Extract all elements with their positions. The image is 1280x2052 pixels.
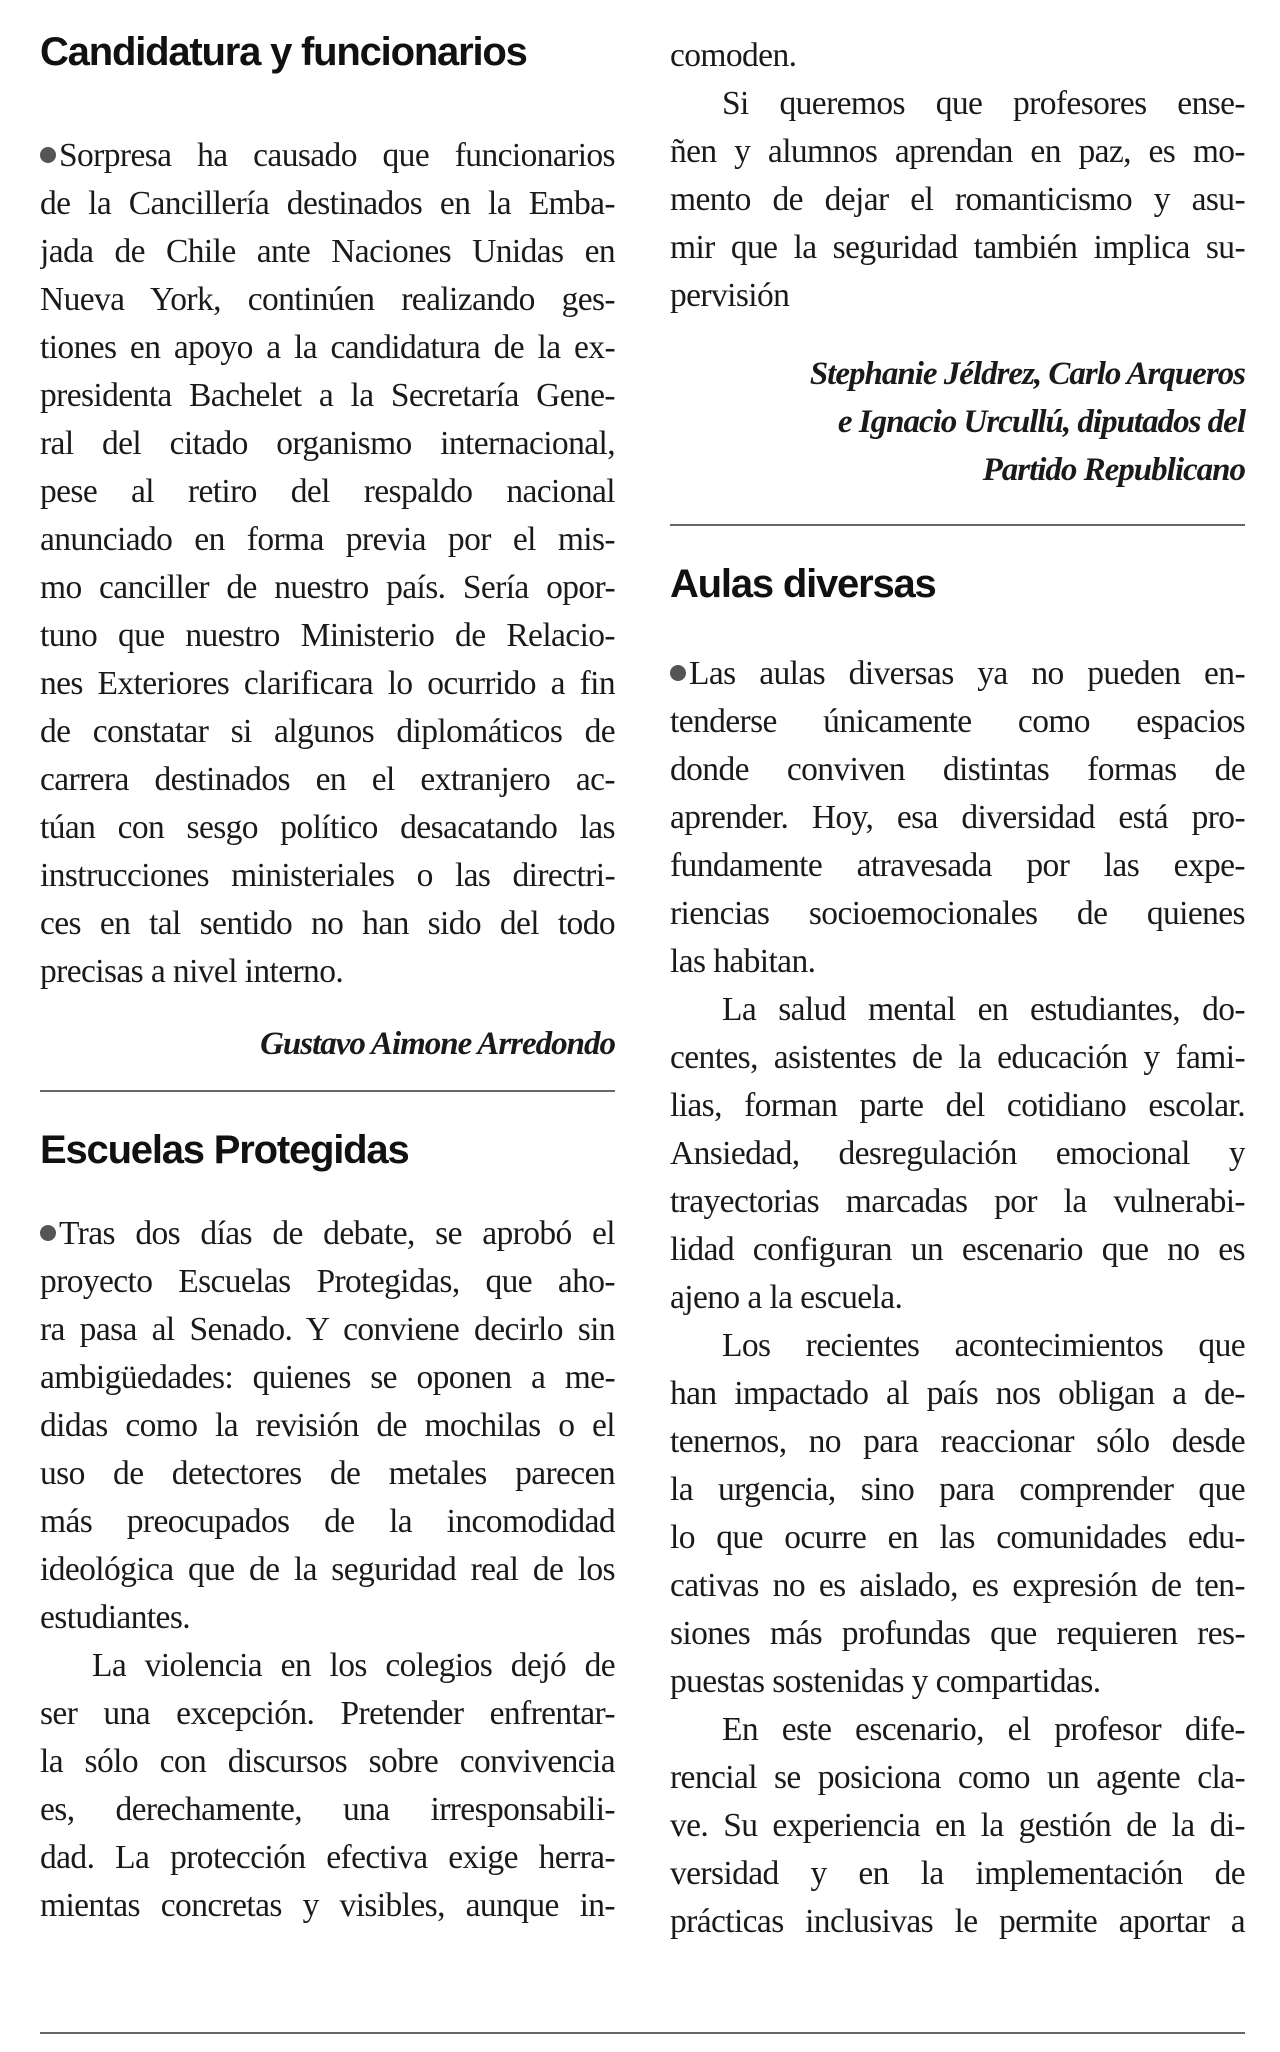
candidatura-headline: Candidatura y funcionarios: [40, 30, 527, 74]
candidatura-author: Gustavo Aimone Arredondo: [260, 1026, 615, 1062]
text-line: la urgencia, sino para comprender que: [670, 1471, 1245, 1508]
escuelas-author-line: e Ignacio Urcullú, diputados del: [837, 404, 1245, 440]
text-line: puestas sostenidas y compartidas.: [670, 1663, 1101, 1700]
text-line: Las aulas diversas ya no pueden en-: [689, 655, 1245, 692]
escuelas-headline: Escuelas Protegidas: [40, 1128, 409, 1172]
text-line: Los recientes acontecimientos que: [722, 1327, 1245, 1364]
text-line: En este escenario, el profesor dife-: [722, 1711, 1245, 1748]
text-line: La salud mental en estudiantes, do-: [722, 991, 1245, 1028]
text-line: rencial se posiciona como un agente cla-: [670, 1759, 1245, 1796]
aulas-paragraph-3: [670, 1322, 1245, 1706]
text-line: dad. La protección efectiva exige herra-: [40, 1839, 615, 1876]
text-line: es, derechamente, una irresponsabili-: [40, 1791, 615, 1828]
text-line: mo canciller de nuestro país. Sería opor-: [40, 569, 615, 606]
text-line: [670, 650, 1245, 698]
text-line: ambigüedades: quienes se oponen a me-: [40, 1359, 615, 1396]
aulas-paragraph-1: [670, 650, 1245, 986]
aulas-paragraph-2: [670, 986, 1245, 1322]
text-line: ser una excepción. Pretender enfrentar-: [40, 1695, 615, 1732]
bullet-icon: [670, 665, 686, 681]
text-line: la sólo con discursos sobre convivencia: [40, 1743, 615, 1780]
text-line: tenderse únicamente como espacios: [670, 703, 1245, 740]
text-line: de constatar si algunos diplomáticos de: [40, 713, 615, 750]
escuelas-paragraph-1: [40, 1210, 615, 1642]
text-line: lidad configuran un escenario que no es: [670, 1231, 1245, 1268]
text-line: nes Exteriores clarificara lo ocurrido a fin: [40, 665, 615, 702]
text-line: Sorpresa ha causado que funcionarios: [59, 137, 615, 174]
aulas-paragraph-4: [670, 1706, 1245, 1946]
text-line: presidenta Bachelet a la Secretaría Gene-: [40, 377, 615, 414]
text-line: versidad y en la implementación de: [670, 1855, 1245, 1892]
section-divider: [670, 524, 1245, 526]
text-line: mientas concretas y visibles, aunque in-: [40, 1887, 615, 1924]
text-line: Si queremos que profesores ense-: [722, 85, 1245, 122]
text-line: jada de Chile ante Naciones Unidas en: [40, 233, 615, 270]
text-line: tiones en apoyo a la candidatura de la ex-: [40, 329, 615, 366]
text-line: más preocupados de la incomodidad: [40, 1503, 615, 1540]
left-column: [40, 0, 615, 1930]
text-line: siones más profundas que requieren res-: [670, 1615, 1245, 1652]
escuelas-author-line: Partido Republicano: [982, 452, 1245, 488]
text-line: precisas a nivel interno.: [40, 953, 344, 990]
text-line: tuno que nuestro Ministerio de Relacio-: [40, 617, 615, 654]
text-line: tenernos, no para reaccionar sólo desde: [670, 1423, 1245, 1460]
text-line: fundamente atravesada por las expe-: [670, 847, 1245, 884]
escuelas-paragraph-2-part-1: [40, 1642, 615, 1930]
text-line: mento de dejar el romanticismo y asu-: [670, 181, 1245, 218]
text-line: han impactado al país nos obligan a de-: [670, 1375, 1245, 1412]
text-line: centes, asistentes de la educación y fami-: [670, 1039, 1245, 1076]
text-line: lias, forman parte del cotidiano escolar.: [670, 1087, 1245, 1124]
section-divider: [40, 1090, 615, 1092]
text-line: las habitan.: [670, 943, 816, 980]
aulas-headline: Aulas diversas: [670, 562, 936, 606]
text-line: carrera destinados en el extranjero ac-: [40, 761, 615, 798]
text-line: ideológica que de la seguridad real de los: [40, 1551, 615, 1588]
text-line: pervisión: [670, 277, 790, 314]
text-line: riencias socioemocionales de quienes: [670, 895, 1245, 932]
text-line: ve. Su experiencia en la gestión de la di-: [670, 1807, 1245, 1844]
text-line: túan con sesgo político desacatando las: [40, 809, 615, 846]
escuelas-paragraph-2-part-2: [670, 32, 1245, 80]
text-line: cativas no es aislado, es expresión de ten-: [670, 1567, 1245, 1604]
right-column: [670, 0, 1245, 1946]
text-line: ces en tal sentido no han sido del todo: [40, 905, 615, 942]
text-line: anunciado en forma previa por el mis-: [40, 521, 615, 558]
candidatura-body: [40, 132, 615, 996]
text-line: [40, 132, 615, 180]
text-line: trayectorias marcadas por la vulnerabi-: [670, 1183, 1245, 1220]
text-line: uso de detectores de metales parecen: [40, 1455, 615, 1492]
bullet-icon: [40, 147, 56, 163]
text-line: pese al retiro del respaldo nacional: [40, 473, 615, 510]
escuelas-author-line: Stephanie Jéldrez, Carlo Arqueros: [809, 356, 1245, 392]
text-line: Ansiedad, desregulación emocional y: [670, 1135, 1245, 1172]
bullet-icon: [40, 1225, 56, 1241]
text-line: Nueva York, continúen realizando ges-: [40, 281, 615, 318]
escuelas-authors: [670, 350, 1245, 494]
text-line: mir que la seguridad también implica su-: [670, 229, 1245, 266]
text-line: ral del citado organismo internacional,: [40, 425, 615, 462]
text-line: [40, 1210, 615, 1258]
text-line: didas como la revisión de mochilas o el: [40, 1407, 615, 1444]
text-line: Tras dos días de debate, se aprobó el: [59, 1215, 615, 1252]
text-line: de la Cancillería destinados en la Emba-: [40, 185, 615, 222]
text-line: donde conviven distintas formas de: [670, 751, 1245, 788]
text-line: proyecto Escuelas Protegidas, que aho-: [40, 1263, 615, 1300]
text-line: instrucciones ministeriales o las directri-: [40, 857, 615, 894]
escuelas-paragraph-3: [670, 80, 1245, 320]
text-line: aprender. Hoy, esa diversidad está pro-: [670, 799, 1245, 836]
text-line: La violencia en los colegios dejó de: [92, 1647, 615, 1684]
text-line: comoden.: [670, 37, 797, 74]
text-line: ajeno a la escuela.: [670, 1279, 903, 1316]
text-line: lo que ocurre en las comunidades edu-: [670, 1519, 1245, 1556]
text-line: prácticas inclusivas le permite aportar a: [670, 1903, 1245, 1940]
text-line: ra pasa al Senado. Y conviene decirlo sin: [40, 1311, 615, 1348]
bottom-divider: [40, 2032, 1245, 2034]
text-line: ñen y alumnos aprendan en paz, es mo-: [670, 133, 1245, 170]
text-line: estudiantes.: [40, 1599, 191, 1636]
